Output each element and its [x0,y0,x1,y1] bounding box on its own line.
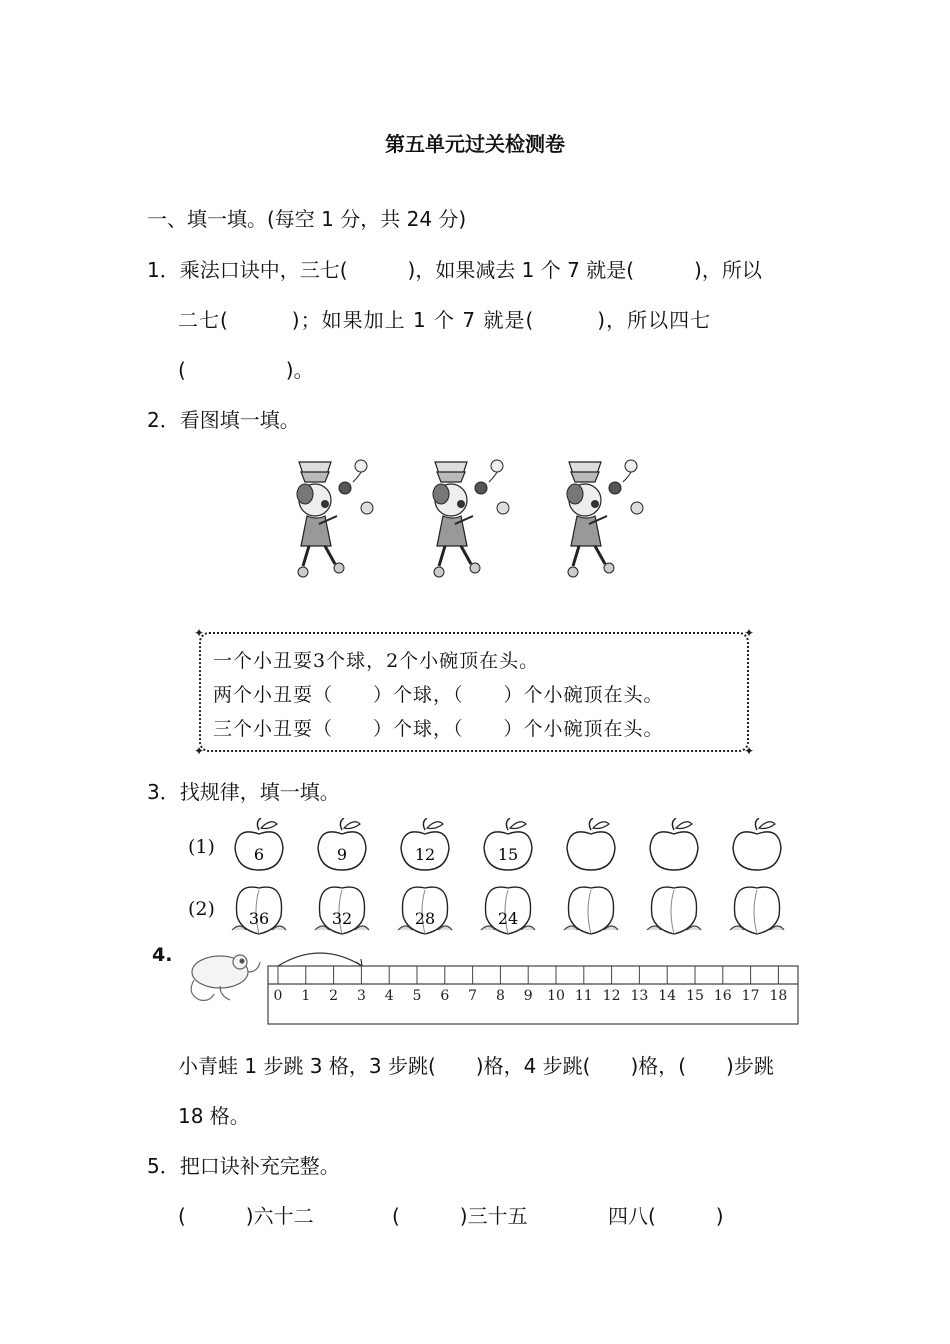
q5-item-3: 四八( ) [608,1204,724,1228]
number-line-label: 1 [301,988,311,1004]
number-line-label: 8 [495,988,505,1004]
q4-number: 4. [152,944,173,966]
number-line-label: 10 [547,988,565,1004]
number-line-label: 5 [412,988,422,1004]
number-line-label: 7 [468,988,478,1004]
q2-box-line-3: 三个小丑耍（ ）个球，（ ）个小碗顶在头。 [213,718,664,740]
q3-row2-label: (2) [188,898,215,920]
apple-value-2: 9 [336,845,348,864]
number-line-figure [180,944,805,1028]
q5-prompt: 5．把口诀补充完整。 [147,1154,340,1178]
peach-value-3: 28 [414,909,436,928]
q3-prompt: 3．找规律，填一填。 [147,780,340,804]
section-heading: 一、填一填。(每空 1 分，共 24 分) [147,207,467,231]
q2-prompt: 2．看图填一填。 [147,408,300,432]
q1-line-2: 二七( )；如果加上 1 个 7 就是( )，所以四七 [178,308,712,332]
number-line-label: 17 [741,988,760,1004]
fruit-sequence [230,818,790,938]
number-line-label: 4 [384,988,394,1004]
number-line-label: 0 [273,988,283,1004]
number-line-label: 18 [769,988,788,1004]
q1-line-3: ( )。 [178,358,314,382]
q3-row1-label: (1) [188,836,215,858]
number-line-label: 3 [356,988,366,1004]
apple-value-3: 12 [414,845,436,864]
q5-item-1: ( )六十二 [178,1204,314,1228]
q2-text-box: ✦ ✦ ✦ ✦ 一个小丑耍3个球，2个小碗顶在头。 两个小丑耍（ ）个球，（ ）个小碗顶在头。 三个小丑耍（ ）个球，（ ）个小碗顶在头。 [194,626,754,758]
number-line-label: 6 [440,988,450,1004]
number-line-label: 13 [630,988,649,1004]
q5-item-2: ( )三十五 [392,1204,528,1228]
frog-icon [191,955,260,1000]
peach-value-1: 36 [248,909,270,928]
peach-value-2: 32 [331,909,353,928]
apple-value-4: 15 [497,845,519,864]
q4-line-2: 18 格。 [178,1104,250,1128]
q1-line-1: 1．乘法口诀中，三七( )，如果减去 1 个 7 就是( )，所以 [147,258,762,282]
number-line-label: 12 [602,988,621,1004]
number-line-label: 11 [574,988,593,1004]
page-title: 第五单元过关检测卷 [385,132,565,156]
q2-box-line-1: 一个小丑耍3个球，2个小碗顶在头。 [213,650,540,672]
q2-box-line-2: 两个小丑耍（ ）个球，（ ）个小碗顶在头。 [213,684,664,706]
number-line-label: 14 [658,988,677,1004]
number-line-label: 16 [713,988,732,1004]
number-line-label: 2 [329,988,339,1004]
apple-value-1: 6 [253,845,265,864]
number-line-label: 15 [686,988,704,1004]
q4-line-1: 小青蛙 1 步跳 3 格，3 步跳( )格，4 步跳( )格，( )步跳 [178,1054,774,1078]
number-line-label: 9 [523,988,533,1004]
clowns-illustration [285,450,665,590]
peach-value-4: 24 [497,909,519,928]
